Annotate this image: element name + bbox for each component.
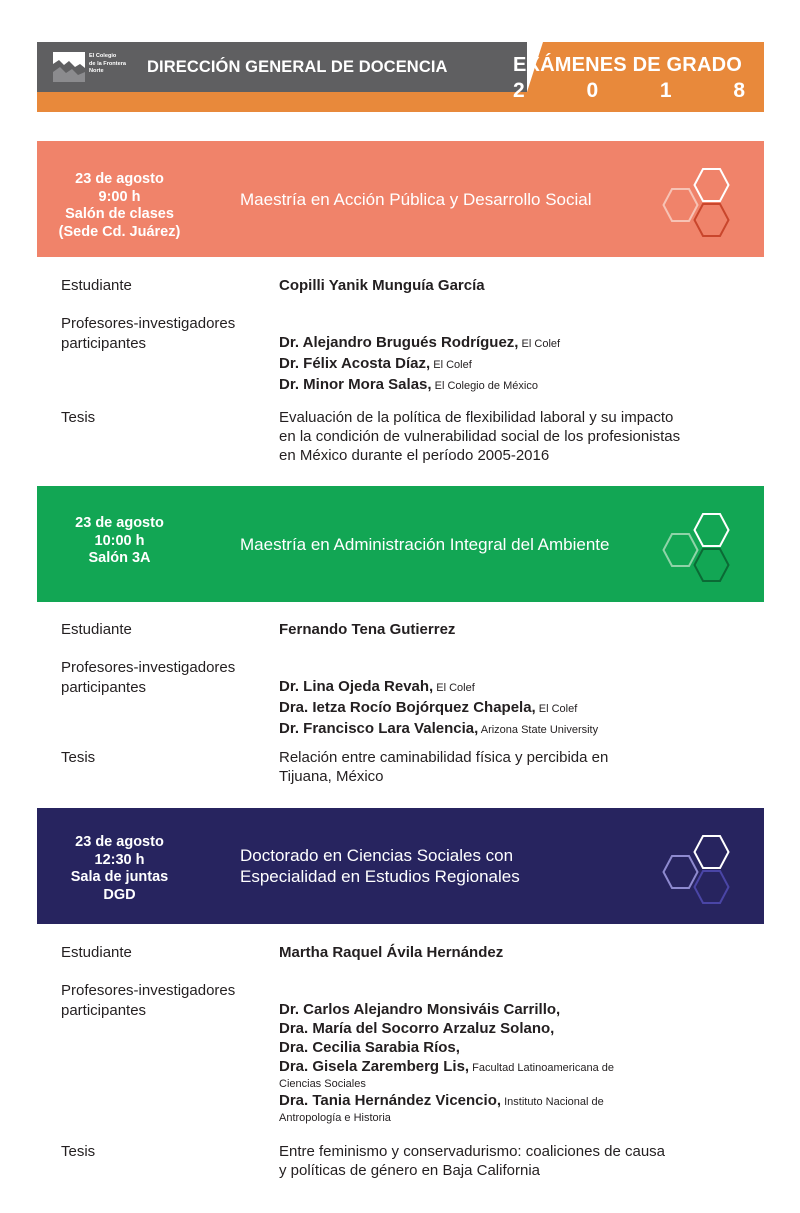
committee-member	[279, 1091, 614, 1125]
logo-line-2: de la Frontera	[89, 60, 126, 67]
hexagon-decoration-icon	[649, 822, 739, 908]
header-title: DIRECCIÓN GENERAL DE DOCENCIA	[147, 58, 448, 76]
thesis-title	[279, 408, 739, 465]
committee-list	[279, 1000, 614, 1125]
exam-banner-2	[37, 486, 764, 602]
member-name: Dra. Cecilia Sarabia Ríos,	[279, 1039, 460, 1056]
member-name: Dr. Carlos Alejandro Monsiváis Carrillo,	[279, 1001, 561, 1018]
hexagon-decoration-icon	[649, 155, 739, 241]
committee-label	[61, 981, 235, 1021]
member-institution-cont: Ciencias Sociales	[279, 1078, 366, 1090]
header-gray-band	[37, 42, 527, 92]
exam-schedule	[37, 834, 202, 904]
logo-line-3: Norte	[89, 68, 104, 74]
member-institution: El Colef	[430, 359, 472, 371]
exam-place: (Sede Cd. Juárez)	[58, 223, 181, 240]
thesis-line: Evaluación de la política de flexibilidad laboral y su impacto	[279, 409, 674, 426]
member-name: Dr. Félix Acosta Díaz,	[279, 355, 431, 372]
exam-date: 23 de agosto	[75, 834, 164, 850]
thesis-title	[279, 748, 739, 786]
committee-member	[279, 1019, 614, 1038]
exam-place: Salón 3A	[88, 550, 151, 566]
member-name: Dr. Lina Ojeda Revah,	[279, 678, 434, 695]
member-name: Dra. María del Socorro Arzaluz Solano,	[279, 1020, 555, 1037]
member-name: Dra. Ietza Rocío Bojórquez Chapela,	[279, 699, 536, 716]
exam-place: Sala de juntas	[70, 869, 169, 885]
program-name-line: Doctorado en Ciencias Sociales con	[240, 846, 514, 865]
hexagon-decoration-icon	[649, 500, 739, 586]
committee-member	[279, 719, 598, 740]
committee-member	[279, 375, 560, 396]
logo-line-1: El Colegio	[89, 53, 117, 59]
committee-member	[279, 1000, 614, 1019]
thesis-line: Relación entre caminabilidad física y percibida en	[279, 749, 609, 766]
student-name: Fernando Tena Gutierrez	[279, 621, 456, 638]
thesis-line: en la condición de vulnerabilidad social de los profesionistas	[279, 428, 681, 445]
committee-member	[279, 1057, 614, 1091]
exam-time: 12:30 h	[94, 851, 145, 868]
committee-label	[61, 658, 235, 698]
thesis-label: Tesis	[61, 749, 96, 766]
exam-place: DGD	[103, 886, 136, 903]
member-institution: El Colef	[433, 682, 475, 694]
colef-logo-mark	[53, 52, 85, 82]
member-name: Dra. Gisela Zaremberg Lis,	[279, 1058, 470, 1075]
committee-label-line: Profesores-investigadores	[61, 659, 236, 676]
student-label: Estudiante	[61, 944, 132, 961]
member-institution: Arizona State University	[478, 724, 599, 736]
program-name-line: Maestría en Administración Integral del Ambiente	[240, 535, 610, 554]
committee-list	[279, 677, 598, 740]
exam-date: 23 de agosto	[75, 515, 164, 531]
committee-member	[279, 698, 598, 719]
exam-time: 10:00 h	[94, 532, 145, 549]
program-name	[240, 534, 609, 555]
thesis-title	[279, 1142, 739, 1180]
exam-schedule	[37, 515, 202, 568]
member-name: Dr. Alejandro Brugués Rodríguez,	[279, 334, 519, 351]
committee-label-line: Profesores-investigadores	[61, 315, 236, 332]
committee-label	[61, 314, 235, 354]
program-name-line: Maestría en Acción Pública y Desarrollo Social	[240, 190, 592, 209]
member-institution: El Colegio de México	[431, 380, 538, 392]
exam-place: Salón de clases	[65, 206, 174, 222]
committee-member	[279, 1038, 614, 1057]
committee-member	[279, 333, 560, 354]
year-digit: 2	[513, 79, 525, 102]
year-digit: 0	[586, 79, 599, 102]
exams-title: EXÁMENES DE GRADO	[513, 54, 742, 76]
student-label: Estudiante	[61, 621, 132, 638]
member-institution: Instituto Nacional de	[501, 1096, 604, 1108]
thesis-label: Tesis	[61, 1143, 96, 1160]
exam-schedule	[37, 171, 202, 241]
colef-logo-wordmark	[89, 53, 139, 76]
committee-label-line: participantes	[61, 335, 147, 352]
year	[513, 79, 745, 103]
exam-date: 23 de agosto	[75, 171, 164, 187]
thesis-line: en México durante el período 2005-2016	[279, 447, 550, 464]
program-name	[240, 189, 592, 210]
member-institution: El Colef	[518, 338, 561, 350]
program-name-line: Especialidad en Estudios Regionales	[240, 867, 520, 886]
thesis-line: y políticas de género en Baja California	[279, 1162, 540, 1179]
thesis-line: Tijuana, México	[279, 768, 384, 785]
committee-member	[279, 677, 598, 698]
committee-label-line: participantes	[61, 679, 147, 696]
year-digit: 1	[659, 79, 672, 102]
thesis-label: Tesis	[61, 409, 96, 426]
student-label: Estudiante	[61, 277, 132, 294]
thesis-line: Entre feminismo y conservadurismo: coaliciones de causa	[279, 1143, 666, 1160]
colef-logo	[53, 52, 135, 84]
member-name: Dr. Minor Mora Salas,	[279, 376, 432, 393]
committee-label-line: participantes	[61, 1002, 147, 1019]
committee-list	[279, 333, 560, 396]
student-name: Copilli Yanik Munguía García	[279, 277, 485, 294]
committee-label-line: Profesores-investigadores	[61, 982, 236, 999]
program-name	[240, 845, 520, 887]
member-institution: Facultad Latinoamericana de	[469, 1062, 615, 1074]
exam-banner-3	[37, 808, 764, 924]
page-header	[37, 42, 764, 112]
member-institution: El Colef	[535, 703, 578, 715]
exam-banner-1	[37, 141, 764, 257]
exam-time: 9:00 h	[98, 188, 141, 205]
member-name: Dr. Francisco Lara Valencia,	[279, 720, 479, 737]
member-institution-cont: Antropología e Historia	[279, 1112, 391, 1124]
committee-member	[279, 354, 560, 375]
year-digit: 8	[733, 79, 745, 102]
student-name: Martha Raquel Ávila Hernández	[279, 944, 504, 961]
member-name: Dra. Tania Hernández Vicencio,	[279, 1092, 502, 1109]
